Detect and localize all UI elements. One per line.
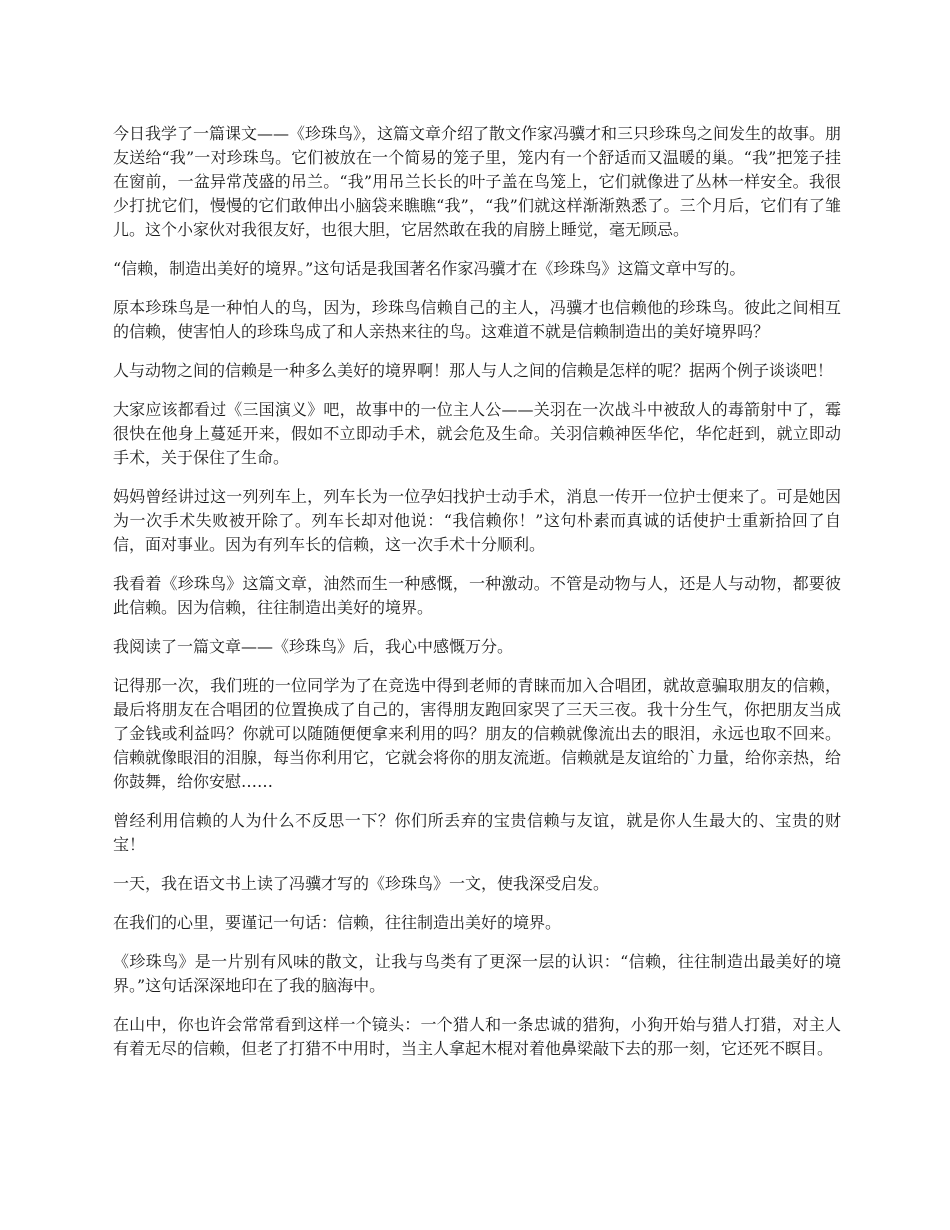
paragraph-10: 曾经利用信赖的人为什么不反思一下？你们所丢弃的宝贵信赖与友谊，就是你人生最大的、宝贵的财宝！ [113,811,841,854]
paragraph-11: 一天，我在语文书上读了冯骥才写的《珍珠鸟》一文，使我深受启发。 [113,874,610,893]
paragraph-9: 记得那一次，我们班的一位同学为了在竞选中得到老师的青睐而加入合唱团，就故意骗取朋友的信赖，最后将朋友在合唱团的位置换成了自己的，害得朋友跑回家哭了三天三夜。我十分生气，你把朋友当成了金钱或利益吗？你就可以随随便便拿来利用的吗？朋友的信赖就像流出去的眼泪，永远也取不回来。信赖就像眼泪的泪腺，每当你利用它，它就会将你的朋友流逝。信赖就是友谊给的`力量，给你亲热，给你鼓舞，给你安慰…… [113,676,842,791]
paragraph-14: 在山中，你也许会常常看到这样一个镜头：一个猎人和一条忠诚的猎狗，小狗开始与猎人打猎，对主人有着无尽的信赖，但老了打猎不中用时，当主人拿起木棍对着他鼻梁敲下去的那一刻，它还死不瞑目。 [113,1015,841,1058]
paragraph-4: 人与动物之间的信赖是一种多么美好的境界啊！那人与人之间的信赖是怎样的呢？据两个例子谈谈吧！ [113,361,834,380]
paragraph-6: 妈妈曾经讲过这一列列车上，列车长为一位孕妇找护士动手术，消息一传开一位护士便来了。可是她因为一次手术失败被开除了。列车长却对他说：“我信赖你！”这句朴素而真诚的话使护士重新拾回了自信，面对事业。因为有列车长的信赖，这一次手术十分顺利。 [113,487,841,554]
paragraph-3: 原本珍珠鸟是一种怕人的鸟，因为，珍珠鸟信赖自己的主人，冯骥才也信赖他的珍珠鸟。彼此之间相互的信赖，使害怕人的珍珠鸟成了和人亲热来往的鸟。这难道不就是信赖制造出的美好境界吗？ [113,298,841,341]
paragraph-12: 在我们的心里，要谨记一句话：信赖，往往制造出美好的境界。 [113,913,562,932]
paragraph-13: 《珍珠鸟》是一片别有风味的散文，让我与鸟类有了更深一层的认识：“信赖，往往制造出最美好的境界。”这句话深深地印在了我的脑海中。 [113,952,841,995]
paragraph-8: 我阅读了一篇文章——《珍珠鸟》后，我心中感慨万分。 [113,637,514,656]
paragraph-5: 大家应该都看过《三国演义》吧，故事中的一位主人公——关羽在一次战斗中被敌人的毒箭射中了，霉很快在他身上蔓延开来，假如不立即动手术，就会危及生命。关羽信赖神医华佗，华佗赶到，就立即动手术，关于保住了生命。 [113,400,841,467]
paragraph-2: “信赖，制造出美好的境界。”这句话是我国著名作家冯骥才在《珍珠鸟》这篇文章中写的。 [113,259,746,278]
paragraph-1: 今日我学了一篇课文——《珍珠鸟》，这篇文章介绍了散文作家冯骥才和三只珍珠鸟之间发生的故事。朋友送给“我”一对珍珠鸟。它们被放在一个简易的笼子里，笼内有一个舒适而又温暖的巢。“我”把笼子挂在窗前，一盆异常茂盛的吊兰。“我”用吊兰长长的叶子盖在鸟笼上，它们就像进了丛林一样安全。我很少打扰它们，慢慢的它们敢伸出小脑袋来瞧瞧“我”，“我”们就这样渐渐熟悉了。三个月后，它们有了雏儿。这个小家伙对我很友好，也很大胆，它居然敢在我的肩膀上睡觉，毫无顾忌。 [113,124,842,239]
document-body [113,122,841,1076]
paragraph-7: 我看着《珍珠鸟》这篇文章，油然而生一种感慨，一种激动。不管是动物与人，还是人与动物，都要彼此信赖。因为信赖，往往制造出美好的境界。 [113,574,841,617]
